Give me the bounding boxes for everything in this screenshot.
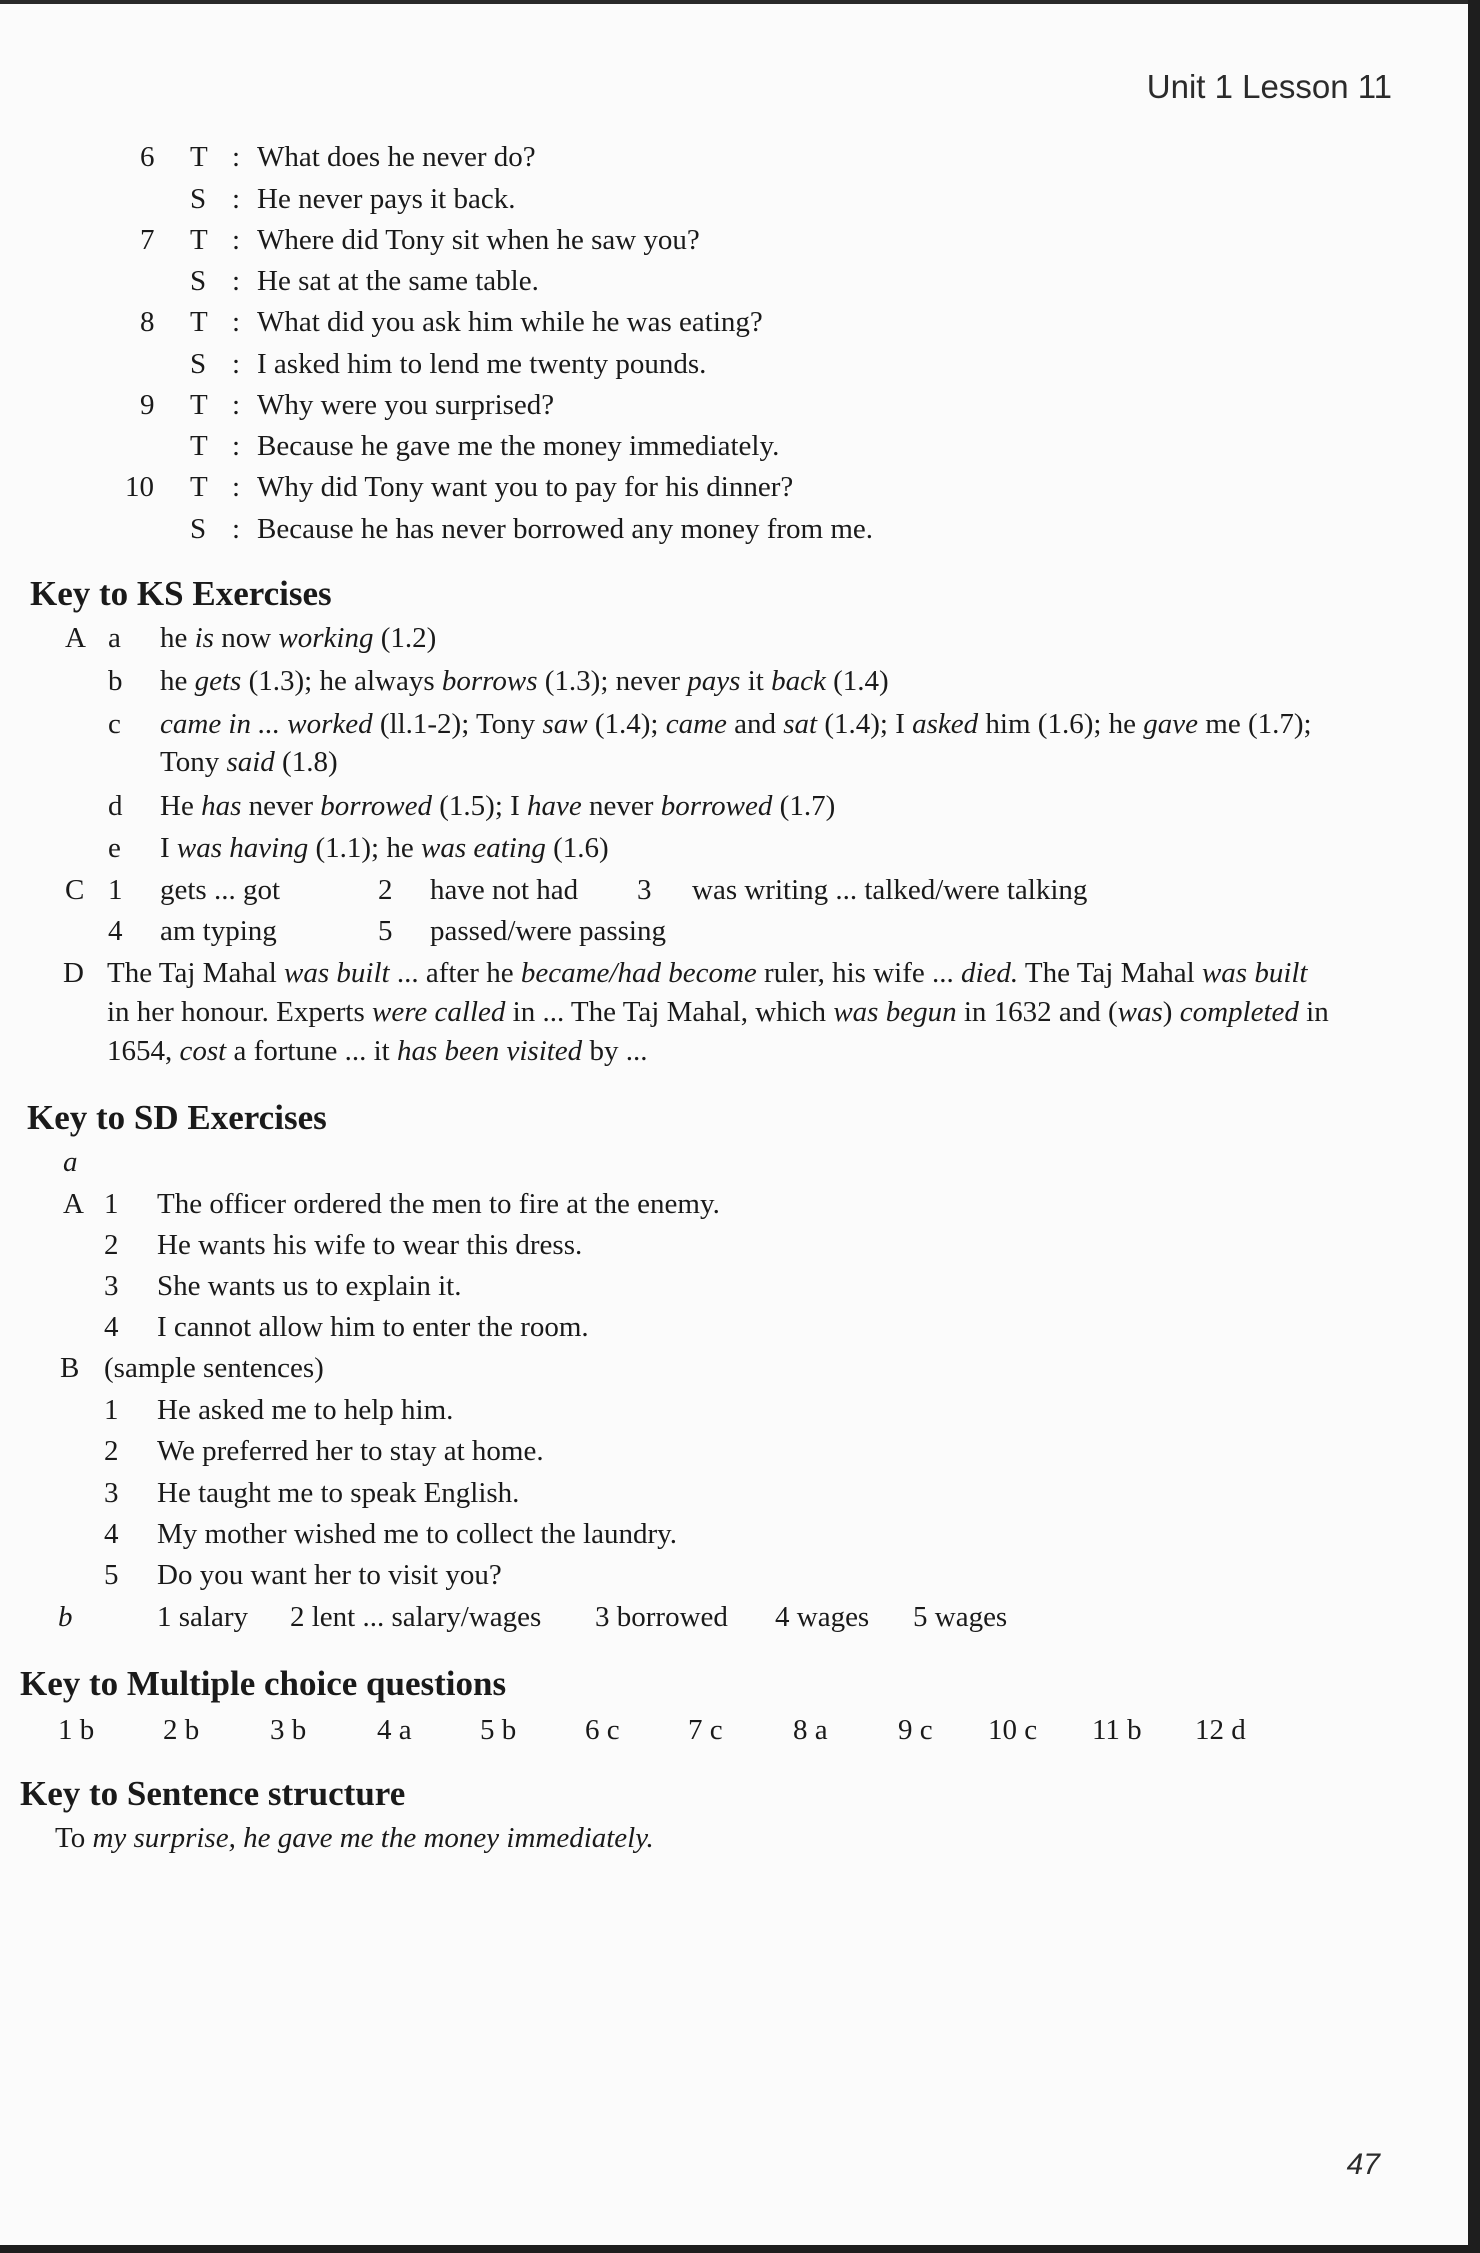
dialogue-speaker: T xyxy=(190,224,208,256)
ks-c-text: passed/were passing xyxy=(430,915,666,947)
sd-a-text: The officer ordered the men to fire at the enemy. xyxy=(157,1188,720,1220)
sd-heading: Key to SD Exercises xyxy=(27,1098,327,1137)
sd-b-note: (sample sentences) xyxy=(104,1352,324,1384)
ks-item-letter: e xyxy=(108,832,121,864)
sd-b-text: Do you want her to visit you? xyxy=(157,1559,502,1591)
ks-c-num: 2 xyxy=(378,874,393,906)
sd-b-answer: 3 borrowed xyxy=(595,1601,728,1633)
ks-c-text: was writing ... talked/were talking xyxy=(692,874,1088,906)
sd-a-num: 3 xyxy=(104,1270,119,1302)
sd-a-num: 1 xyxy=(104,1188,119,1220)
ks-c-num: 5 xyxy=(378,915,393,947)
ks-item-b-text: he gets (1.3); he always borrows (1.3); never pays it back (1.4) xyxy=(160,665,889,697)
dialogue-colon: : xyxy=(232,430,241,462)
dialogue-text: What did you ask him while he was eating? xyxy=(257,306,763,338)
dialogue-text: He never pays it back. xyxy=(257,183,516,215)
dialogue-colon: : xyxy=(232,348,241,380)
sd-a-num: 4 xyxy=(104,1311,119,1343)
sd-b-num: 1 xyxy=(104,1394,119,1426)
sd-a-text: He wants his wife to wear this dress. xyxy=(157,1229,583,1261)
mcq-answer: 1 b xyxy=(58,1714,95,1746)
sd-b-text: He asked me to help him. xyxy=(157,1394,454,1426)
dialogue-colon: : xyxy=(232,141,241,173)
dialogue-text: Why were you surprised? xyxy=(257,389,555,421)
ks-section-label: A xyxy=(65,622,86,654)
dialogue-colon: : xyxy=(232,183,241,215)
dialogue-colon: : xyxy=(232,306,241,338)
mcq-answer: 4 a xyxy=(377,1714,412,1746)
ks-c-text: have not had xyxy=(430,874,579,906)
dialogue-speaker: T xyxy=(190,471,208,503)
sd-part-a-label: a xyxy=(63,1146,78,1178)
scan-edge-top xyxy=(0,0,1470,4)
dialogue-speaker: S xyxy=(190,348,207,380)
sd-b-text: My mother wished me to collect the laundry. xyxy=(157,1518,677,1550)
dialogue-text: Why did Tony want you to pay for his dinner? xyxy=(257,471,794,503)
sd-b-text: We preferred her to stay at home. xyxy=(157,1435,544,1467)
sd-a-num: 2 xyxy=(104,1229,119,1261)
dialogue-num: 7 xyxy=(140,224,155,256)
dialogue-text: He sat at the same table. xyxy=(257,265,539,297)
dialogue-text: Where did Tony sit when he saw you? xyxy=(257,224,700,256)
dialogue-num: 10 xyxy=(125,471,154,503)
dialogue-text: Because he has never borrowed any money from me. xyxy=(257,513,874,545)
sd-b-num: 4 xyxy=(104,1518,119,1550)
ks-heading: Key to KS Exercises xyxy=(30,574,332,613)
ks-c-text: am typing xyxy=(160,915,277,947)
ks-c-num: 1 xyxy=(108,874,123,906)
mcq-heading: Key to Multiple choice questions xyxy=(20,1664,507,1703)
dialogue-num: 9 xyxy=(140,389,155,421)
structure-answer: To my surprise, he gave me the money immediately. xyxy=(55,1822,654,1854)
ks-c-text: gets ... got xyxy=(160,874,281,906)
ks-item-letter: d xyxy=(108,790,123,822)
mcq-answer: 8 a xyxy=(793,1714,828,1746)
page-number: 47 xyxy=(1346,2148,1380,2181)
ks-item-c-text-cont: Tony said (1.8) xyxy=(160,746,338,778)
sd-a-text: I cannot allow him to enter the room. xyxy=(157,1311,589,1343)
dialogue-speaker: S xyxy=(190,183,207,215)
sd-b-num: 3 xyxy=(104,1477,119,1509)
sd-b-num: 2 xyxy=(104,1435,119,1467)
sd-b-text: He taught me to speak English. xyxy=(157,1477,520,1509)
dialogue-text: What does he never do? xyxy=(257,141,536,173)
sd-a-text: She wants us to explain it. xyxy=(157,1270,462,1302)
sd-b-answer: 2 lent ... salary/wages xyxy=(290,1601,542,1633)
sd-section-label: B xyxy=(60,1352,80,1384)
mcq-answer: 5 b xyxy=(480,1714,517,1746)
scan-edge-bottom xyxy=(0,2245,1480,2253)
ks-item-e-text: I was having (1.1); he was eating (1.6) xyxy=(160,832,609,864)
ks-section-label: C xyxy=(65,874,85,906)
dialogue-colon: : xyxy=(232,471,241,503)
dialogue-speaker: T xyxy=(190,389,208,421)
sd-b-answer: 5 wages xyxy=(913,1601,1008,1633)
mcq-answer: 7 c xyxy=(688,1714,723,1746)
structure-heading: Key to Sentence structure xyxy=(20,1774,406,1813)
dialogue-text: Because he gave me the money immediately. xyxy=(257,430,780,462)
ks-item-a-text: he is now working (1.2) xyxy=(160,622,437,654)
mcq-answer: 10 c xyxy=(988,1714,1038,1746)
ks-section-label: D xyxy=(63,957,84,989)
mcq-answer: 3 b xyxy=(270,1714,307,1746)
dialogue-num: 6 xyxy=(140,141,155,173)
unit-lesson-header: Unit 1 Lesson 11 xyxy=(1146,68,1392,105)
scan-edge-right xyxy=(1468,0,1480,2253)
ks-item-c-text: came in ... worked (ll.1-2); Tony saw (1.4); came and sat (1.4); I asked him (1.6); he gave me (1.7); xyxy=(160,708,1312,740)
ks-item-letter: c xyxy=(108,708,121,740)
dialogue-speaker: S xyxy=(190,513,207,545)
sd-b-num: 5 xyxy=(104,1559,119,1591)
dialogue-colon: : xyxy=(232,389,241,421)
ks-d-line-1: The Taj Mahal was built ... after he became/had become ruler, his wife ... died. The Taj Mahal was built xyxy=(107,957,1308,989)
sd-section-label: A xyxy=(63,1188,84,1220)
dialogue-speaker: T xyxy=(190,430,208,462)
ks-item-letter: b xyxy=(108,665,123,697)
ks-d-line-3: 1654, cost a fortune ... it has been visited by ... xyxy=(107,1035,648,1067)
ks-c-num: 4 xyxy=(108,915,123,947)
dialogue-colon: : xyxy=(232,265,241,297)
mcq-answer: 2 b xyxy=(163,1714,200,1746)
ks-item-letter: a xyxy=(108,622,121,654)
dialogue-speaker: S xyxy=(190,265,207,297)
ks-item-d-text: He has never borrowed (1.5); I have never borrowed (1.7) xyxy=(160,790,836,822)
mcq-answer: 11 b xyxy=(1092,1714,1142,1746)
sd-b-answer: 1 salary xyxy=(157,1601,248,1633)
dialogue-speaker: T xyxy=(190,306,208,338)
dialogue-text: I asked him to lend me twenty pounds. xyxy=(257,348,707,380)
dialogue-colon: : xyxy=(232,513,241,545)
mcq-answer: 12 d xyxy=(1195,1714,1246,1746)
sd-part-b-label: b xyxy=(58,1601,73,1633)
sd-b-answer: 4 wages xyxy=(775,1601,870,1633)
dialogue-speaker: T xyxy=(190,141,208,173)
dialogue-colon: : xyxy=(232,224,241,256)
ks-c-num: 3 xyxy=(637,874,652,906)
mcq-answer: 6 c xyxy=(585,1714,620,1746)
dialogue-num: 8 xyxy=(140,306,155,338)
ks-d-line-2: in her honour. Experts were called in ... The Taj Mahal, which was begun in 1632 and (was) completed in xyxy=(107,996,1329,1028)
mcq-answer: 9 c xyxy=(898,1714,933,1746)
